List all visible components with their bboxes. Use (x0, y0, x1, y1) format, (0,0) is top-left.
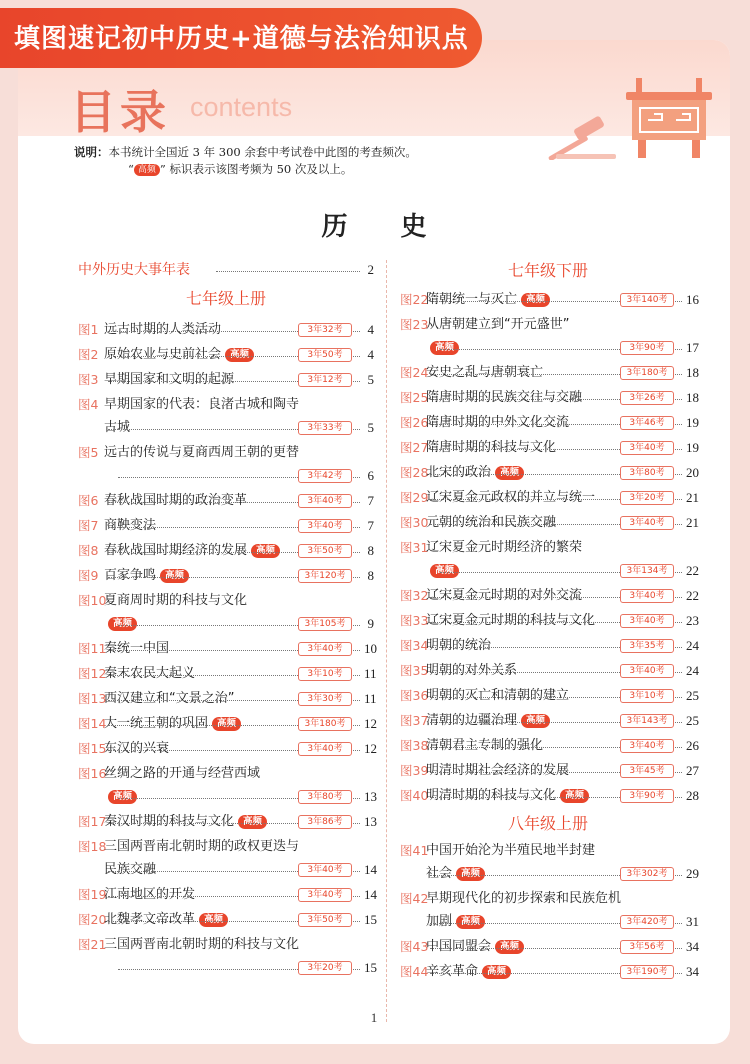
frequency-badge: 3年42考 (298, 469, 352, 483)
figure-label: 图18 (78, 839, 107, 854)
entry-title: 明清时期社会经济的发展 (426, 763, 570, 778)
frequency-badge: 3年105考 (298, 617, 352, 631)
toc-entry[interactable] (78, 393, 374, 417)
toc-entry[interactable] (400, 862, 699, 886)
toc-entry[interactable] (78, 762, 374, 786)
hot-badge: 高频 (108, 617, 137, 631)
toc-entry[interactable] (400, 336, 699, 360)
note-line1: 本书统计全国近 3 年 300 余套中考试卷中此图的考查频次。 (108, 145, 417, 159)
toc-entry[interactable] (78, 835, 374, 859)
entry-title: 元朝的统治和民族交融 (426, 515, 557, 530)
toc-entry[interactable] (400, 935, 699, 959)
page-ref: 16 (686, 292, 699, 307)
figure-label: 图14 (78, 716, 107, 731)
hot-badge: 高频 (495, 466, 524, 480)
toc-entry[interactable] (400, 910, 699, 934)
entry-title: 春秋战国时期经济的发展 高频 (104, 539, 280, 563)
frequency-badge: 3年26考 (620, 391, 674, 405)
page-ref: 18 (686, 365, 699, 380)
entry-title: 隋朝统一与灭亡 高频 (426, 288, 550, 312)
entry-title: 民族交融 (104, 862, 157, 877)
toc-entry[interactable] (78, 637, 377, 661)
toc-entry[interactable] (400, 887, 696, 911)
frequency-badge: 3年40考 (620, 516, 674, 530)
frequency-badge: 3年45考 (620, 764, 674, 778)
hot-badge: 高频 (430, 564, 459, 578)
frequency-badge: 3年10考 (298, 667, 352, 681)
figure-label: 图15 (78, 741, 107, 756)
entry-title: 商鞅变法 (104, 518, 157, 533)
entry-title: 北宋的政治 高频 (426, 461, 524, 485)
page-ref: 19 (686, 415, 699, 430)
hot-badge: 高频 (495, 940, 524, 954)
frequency-badge: 3年40考 (298, 494, 352, 508)
frequency-badge: 3年40考 (620, 664, 674, 678)
frequency-badge: 3年120考 (298, 569, 352, 583)
toc-entry[interactable] (78, 489, 374, 513)
page-number: 1 (370, 1010, 378, 1025)
entry-title: 隋唐时期的中外文化交流 (426, 415, 570, 430)
mulu-heading: 目录 (70, 85, 170, 139)
page-ref: 19 (686, 440, 699, 455)
entry-title: 中国开始沦为半殖民地半封建 (426, 843, 596, 858)
toc-entry[interactable] (400, 734, 699, 758)
toc-entry[interactable] (400, 288, 699, 312)
entry-title: 远古时期的人类活动 (104, 322, 222, 337)
entry-title: 明朝的对外关系 (426, 663, 518, 678)
entry-title: 秦末农民大起义 (104, 666, 196, 681)
toc-entry[interactable] (400, 960, 699, 984)
frequency-badge: 3年50考 (298, 348, 352, 362)
page-ref: 10 (364, 641, 377, 656)
page-ref: 12 (364, 716, 377, 731)
entry-title: 北魏孝文帝改革 高频 (104, 908, 228, 932)
entry-title: 早期国家和文明的起源 (104, 372, 235, 387)
entry-title: 社会 高频 (426, 862, 485, 886)
frequency-badge: 3年80考 (298, 790, 352, 804)
toc-page (18, 40, 730, 1044)
page-ref: 25 (686, 713, 699, 728)
hot-badge: 高频 (456, 915, 485, 929)
toc-entry-chronology[interactable] (78, 258, 374, 282)
page-ref: 22 (686, 588, 699, 603)
toc-entry[interactable] (78, 956, 377, 980)
frequency-badge: 3年35考 (620, 639, 674, 653)
toc-entry[interactable] (400, 511, 699, 535)
page-ref: 21 (686, 515, 699, 530)
figure-label: 图37 (400, 713, 429, 728)
entry-title: 辽宋夏金元政权的并立与统一 (426, 490, 596, 505)
entry-title (104, 785, 137, 809)
frequency-badge: 3年12考 (298, 373, 352, 387)
page-ref: 21 (686, 490, 699, 505)
page-ref: 5 (367, 420, 374, 435)
toc-entry[interactable] (78, 785, 377, 809)
figure-label: 图9 (78, 568, 99, 583)
entry-title: 秦汉时期的科技与文化 高频 (104, 810, 267, 834)
figure-label: 图29 (400, 490, 429, 505)
entry-title: 大一统王朝的巩固 高频 (104, 712, 241, 736)
note-line2: 标识表示该图考频为 50 次及以上。 (169, 162, 353, 176)
hot-badge: 高频 (482, 965, 511, 979)
ancient-vessel-illustration (540, 70, 720, 160)
entry-title: 百家争鸣 高频 (104, 564, 189, 588)
figure-label: 图22 (400, 292, 429, 307)
entry-title (426, 336, 459, 360)
frequency-badge: 3年180考 (620, 366, 674, 380)
page-ref: 18 (686, 390, 699, 405)
figure-label: 图6 (78, 493, 99, 508)
figure-label: 图30 (400, 515, 429, 530)
entry-title: 辽宋夏金元时期的对外交流 (426, 588, 583, 603)
toc-entry[interactable] (400, 361, 699, 385)
hot-badge: 高频 (160, 569, 189, 583)
frequency-badge: 3年80考 (620, 466, 674, 480)
toc-entry[interactable] (400, 584, 699, 608)
toc-entry[interactable] (78, 712, 377, 736)
entry-title: 清朝的边疆治理 高频 (426, 709, 550, 733)
figure-label: 图4 (78, 397, 99, 412)
figure-label: 图16 (78, 766, 107, 781)
toc-entry[interactable] (400, 411, 699, 435)
page-ref: 34 (686, 964, 699, 979)
page-ref: 8 (367, 543, 374, 558)
entry-title: 明朝的统治 (426, 638, 492, 653)
page-ref: 24 (686, 663, 699, 678)
figure-label: 图31 (400, 540, 429, 555)
section-grade7-vol1: 七年级上册 (185, 289, 266, 308)
note-label: 说明： (74, 145, 109, 159)
toc-entry[interactable] (400, 386, 699, 410)
page-ref: 26 (686, 738, 699, 753)
figure-label: 图41 (400, 843, 429, 858)
figure-label: 图36 (400, 688, 429, 703)
figure-label: 图17 (78, 814, 107, 829)
figure-label: 图42 (400, 891, 429, 906)
figure-label: 图32 (400, 588, 429, 603)
frequency-badge: 3年190考 (620, 965, 674, 979)
figure-label: 图23 (400, 317, 429, 332)
entry-title: 早期国家的代表：良渚古城和陶寺 (104, 397, 300, 412)
figure-label: 图7 (78, 518, 99, 533)
entry-title: 三国两晋南北朝时期的科技与文化 (104, 937, 300, 952)
page-ref: 13 (364, 789, 377, 804)
toc-entry[interactable] (400, 486, 699, 510)
entry-title: 隋唐时期的科技与文化 (426, 440, 557, 455)
toc-entry[interactable] (78, 883, 377, 907)
entry-title: 明朝的灭亡和清朝的建立 (426, 688, 570, 703)
figure-label: 图24 (400, 365, 429, 380)
hot-badge: 高频 (212, 717, 241, 731)
page-ref: 34 (686, 939, 699, 954)
toc-entry[interactable] (400, 436, 699, 460)
page-ref: 7 (367, 518, 374, 533)
toc-entry[interactable] (400, 784, 699, 808)
figure-label: 图11 (78, 641, 107, 656)
figure-label: 图8 (78, 543, 99, 558)
entry-title: 安史之乱与唐朝衰亡 (426, 365, 544, 380)
frequency-badge: 3年40考 (298, 888, 352, 902)
gavel-icon (548, 115, 616, 160)
contents-heading: contents (190, 92, 293, 122)
figure-label: 图2 (78, 347, 99, 362)
explanation-note: 说明：本书统计全国近 3 年 300 余套中考试卷中此图的考查频次。 “ 高频 ” 标识表示该图考频为 50 次及以上。 (74, 145, 417, 176)
entry-title: 远古的传说与夏商西周王朝的更替 (104, 445, 300, 460)
entry-title: 三国两晋南北朝时期的政权更迭与 (104, 839, 300, 854)
toc-entry[interactable] (78, 687, 377, 711)
toc-entry[interactable] (78, 441, 374, 465)
page-ref: 20 (686, 465, 699, 480)
page-ref: 23 (686, 613, 699, 628)
chronology-title: 中外历史大事年表 (78, 262, 190, 278)
toc-entry[interactable] (400, 684, 699, 708)
page-ref: 27 (686, 763, 699, 778)
hot-badge: 高频 (108, 790, 137, 804)
page-ref: 9 (367, 616, 374, 631)
toc-entry[interactable] (78, 858, 377, 882)
page-ref: 17 (686, 340, 699, 355)
figure-label: 图35 (400, 663, 429, 678)
frequency-badge: 3年86考 (298, 815, 352, 829)
hot-badge: 高频 (430, 341, 459, 355)
frequency-badge: 3年302考 (620, 867, 674, 881)
toc-entry[interactable] (400, 759, 699, 783)
page-ref: 4 (367, 347, 374, 362)
frequency-badge: 3年143考 (620, 714, 674, 728)
entry-title: 西汉建立和“文景之治” (104, 691, 235, 706)
figure-label: 图10 (78, 593, 107, 608)
page-ref: 22 (686, 563, 699, 578)
hot-badge: 高频 (560, 789, 589, 803)
toc-entry[interactable] (400, 839, 696, 863)
toc-entry[interactable] (78, 416, 374, 440)
frequency-badge: 3年90考 (620, 789, 674, 803)
hot-badge: 高频 (521, 714, 550, 728)
frequency-badge: 3年50考 (298, 913, 352, 927)
figure-label: 图34 (400, 638, 429, 653)
frequency-badge: 3年10考 (620, 689, 674, 703)
figure-label: 图19 (78, 887, 107, 902)
toc-entry[interactable] (400, 709, 699, 733)
frequency-badge: 3年140考 (620, 293, 674, 307)
toc-entry[interactable] (400, 461, 699, 485)
subject-title: 历 史 (321, 212, 449, 242)
figure-label: 图43 (400, 939, 429, 954)
entry-title (426, 559, 459, 583)
column-divider (386, 260, 387, 1022)
frequency-badge: 3年33考 (298, 421, 352, 435)
toc-entry[interactable] (78, 368, 374, 392)
frequency-badge: 3年40考 (620, 589, 674, 603)
hot-badge: 高频 (521, 293, 550, 307)
entry-title: 辽宋夏金元时期的科技与文化 (426, 613, 596, 628)
page-ref: 14 (364, 887, 377, 902)
page-ref: 11 (364, 666, 377, 681)
hot-badge: 高频 (251, 544, 280, 558)
page-ref: 8 (367, 568, 374, 583)
toc-entry[interactable] (78, 514, 374, 538)
frequency-badge: 3年40考 (620, 441, 674, 455)
figure-label: 图13 (78, 691, 107, 706)
figure-label: 图1 (78, 322, 99, 337)
toc-entry[interactable] (78, 464, 374, 488)
page-ref: 24 (686, 638, 699, 653)
toc-entry[interactable] (78, 539, 374, 563)
figure-label: 图12 (78, 666, 107, 681)
toc-entry[interactable] (400, 559, 699, 583)
entry-title: 秦统一中国 (104, 641, 170, 656)
page-ref: 5 (367, 372, 374, 387)
figure-label: 图20 (78, 912, 107, 927)
figure-label: 图39 (400, 763, 429, 778)
toc-entry[interactable] (400, 609, 699, 633)
figure-label: 图44 (400, 964, 429, 979)
toc-entry[interactable] (400, 313, 696, 337)
frequency-badge: 3年46考 (620, 416, 674, 430)
toc-entry[interactable] (78, 810, 377, 834)
hot-badge: 高频 (199, 913, 228, 927)
frequency-badge: 3年420考 (620, 915, 674, 929)
entry-title: 辛亥革命 高频 (426, 960, 511, 984)
hot-tag-sample: 高频 (134, 164, 160, 176)
figure-label: 图3 (78, 372, 99, 387)
frequency-badge: 3年30考 (298, 692, 352, 706)
figure-label: 图5 (78, 445, 99, 460)
toc-entry[interactable] (78, 933, 374, 957)
page-ref: 14 (364, 862, 377, 877)
page-ref: 12 (364, 741, 377, 756)
entry-title: 早期现代化的初步探索和民族危机 (426, 891, 622, 906)
figure-label: 图26 (400, 415, 429, 430)
entry-title: 春秋战国时期的政治变革 (104, 493, 248, 508)
ding-vessel-icon (626, 78, 712, 158)
frequency-badge: 3年134考 (620, 564, 674, 578)
figure-label: 图38 (400, 738, 429, 753)
toc-entry[interactable] (78, 908, 377, 932)
frequency-badge: 3年20考 (620, 491, 674, 505)
frequency-badge: 3年56考 (620, 940, 674, 954)
frequency-badge: 3年40考 (298, 642, 352, 656)
frequency-badge: 3年20考 (298, 961, 352, 975)
figure-label: 图40 (400, 788, 429, 803)
page-ref: 13 (364, 814, 377, 829)
chronology-page: 2 (367, 262, 374, 277)
figure-label: 图33 (400, 613, 429, 628)
entry-title: 夏商周时期的科技与文化 (104, 593, 248, 608)
toc-entry[interactable] (78, 737, 377, 761)
figure-label: 图21 (78, 937, 107, 952)
page-ref: 28 (686, 788, 699, 803)
entry-title: 古城 (104, 420, 131, 435)
toc-entry[interactable] (78, 343, 374, 367)
entry-title: 清朝君主专制的强化 (426, 738, 544, 753)
frequency-badge: 3年40考 (298, 863, 352, 877)
page-ref: 29 (686, 866, 699, 881)
figure-label: 图28 (400, 465, 429, 480)
title-banner (0, 8, 482, 68)
toc-entry[interactable] (78, 612, 374, 636)
entry-title: 加剧 高频 (426, 910, 485, 934)
entry-title: 东汉的兴衰 (104, 741, 170, 756)
entry-title: 从唐朝建立到“开元盛世” (426, 317, 570, 332)
page-ref: 6 (367, 468, 374, 483)
hot-badge: 高频 (225, 348, 254, 362)
frequency-badge: 3年50考 (298, 544, 352, 558)
frequency-badge: 3年40考 (298, 742, 352, 756)
frequency-badge: 3年40考 (620, 614, 674, 628)
entry-title: 明清时期的科技与文化 高频 (426, 784, 589, 808)
section-grade8-vol1: 八年级上册 (507, 814, 588, 833)
entry-title: 原始农业与史前社会 高频 (104, 343, 254, 367)
page-ref: 7 (367, 493, 374, 508)
entry-title: 中国同盟会 高频 (426, 935, 524, 959)
frequency-badge: 3年40考 (620, 739, 674, 753)
toc-entry[interactable] (78, 589, 374, 613)
page-ref: 4 (367, 322, 374, 337)
page-ref: 25 (686, 688, 699, 703)
toc-entry[interactable] (78, 564, 374, 588)
entry-title: 江南地区的开发 (104, 887, 196, 902)
entry-title (104, 612, 137, 636)
page-ref: 15 (364, 912, 377, 927)
frequency-badge: 3年90考 (620, 341, 674, 355)
page-ref: 15 (364, 960, 377, 975)
toc-entry[interactable] (78, 662, 377, 686)
toc-entry[interactable] (400, 634, 699, 658)
figure-label: 图27 (400, 440, 429, 455)
toc-entry[interactable] (78, 318, 374, 342)
frequency-badge: 3年180考 (298, 717, 352, 731)
hot-badge: 高频 (456, 867, 485, 881)
figure-label: 图25 (400, 390, 429, 405)
entry-title: 辽宋夏金元时期经济的繁荣 (426, 540, 583, 555)
page-ref: 31 (686, 914, 699, 929)
page-ref: 11 (364, 691, 377, 706)
toc-entry[interactable] (400, 536, 696, 560)
banner-title: 填图速记初中历史+道德与法治知识点 (14, 24, 469, 54)
entry-title: 隋唐时期的民族交往与交融 (426, 390, 583, 405)
frequency-badge: 3年32考 (298, 323, 352, 337)
frequency-badge: 3年40考 (298, 519, 352, 533)
section-grade7-vol2: 七年级下册 (507, 261, 588, 280)
entry-title: 丝绸之路的开通与经营西域 (104, 766, 261, 781)
hot-badge: 高频 (238, 815, 267, 829)
toc-entry[interactable] (400, 659, 699, 683)
